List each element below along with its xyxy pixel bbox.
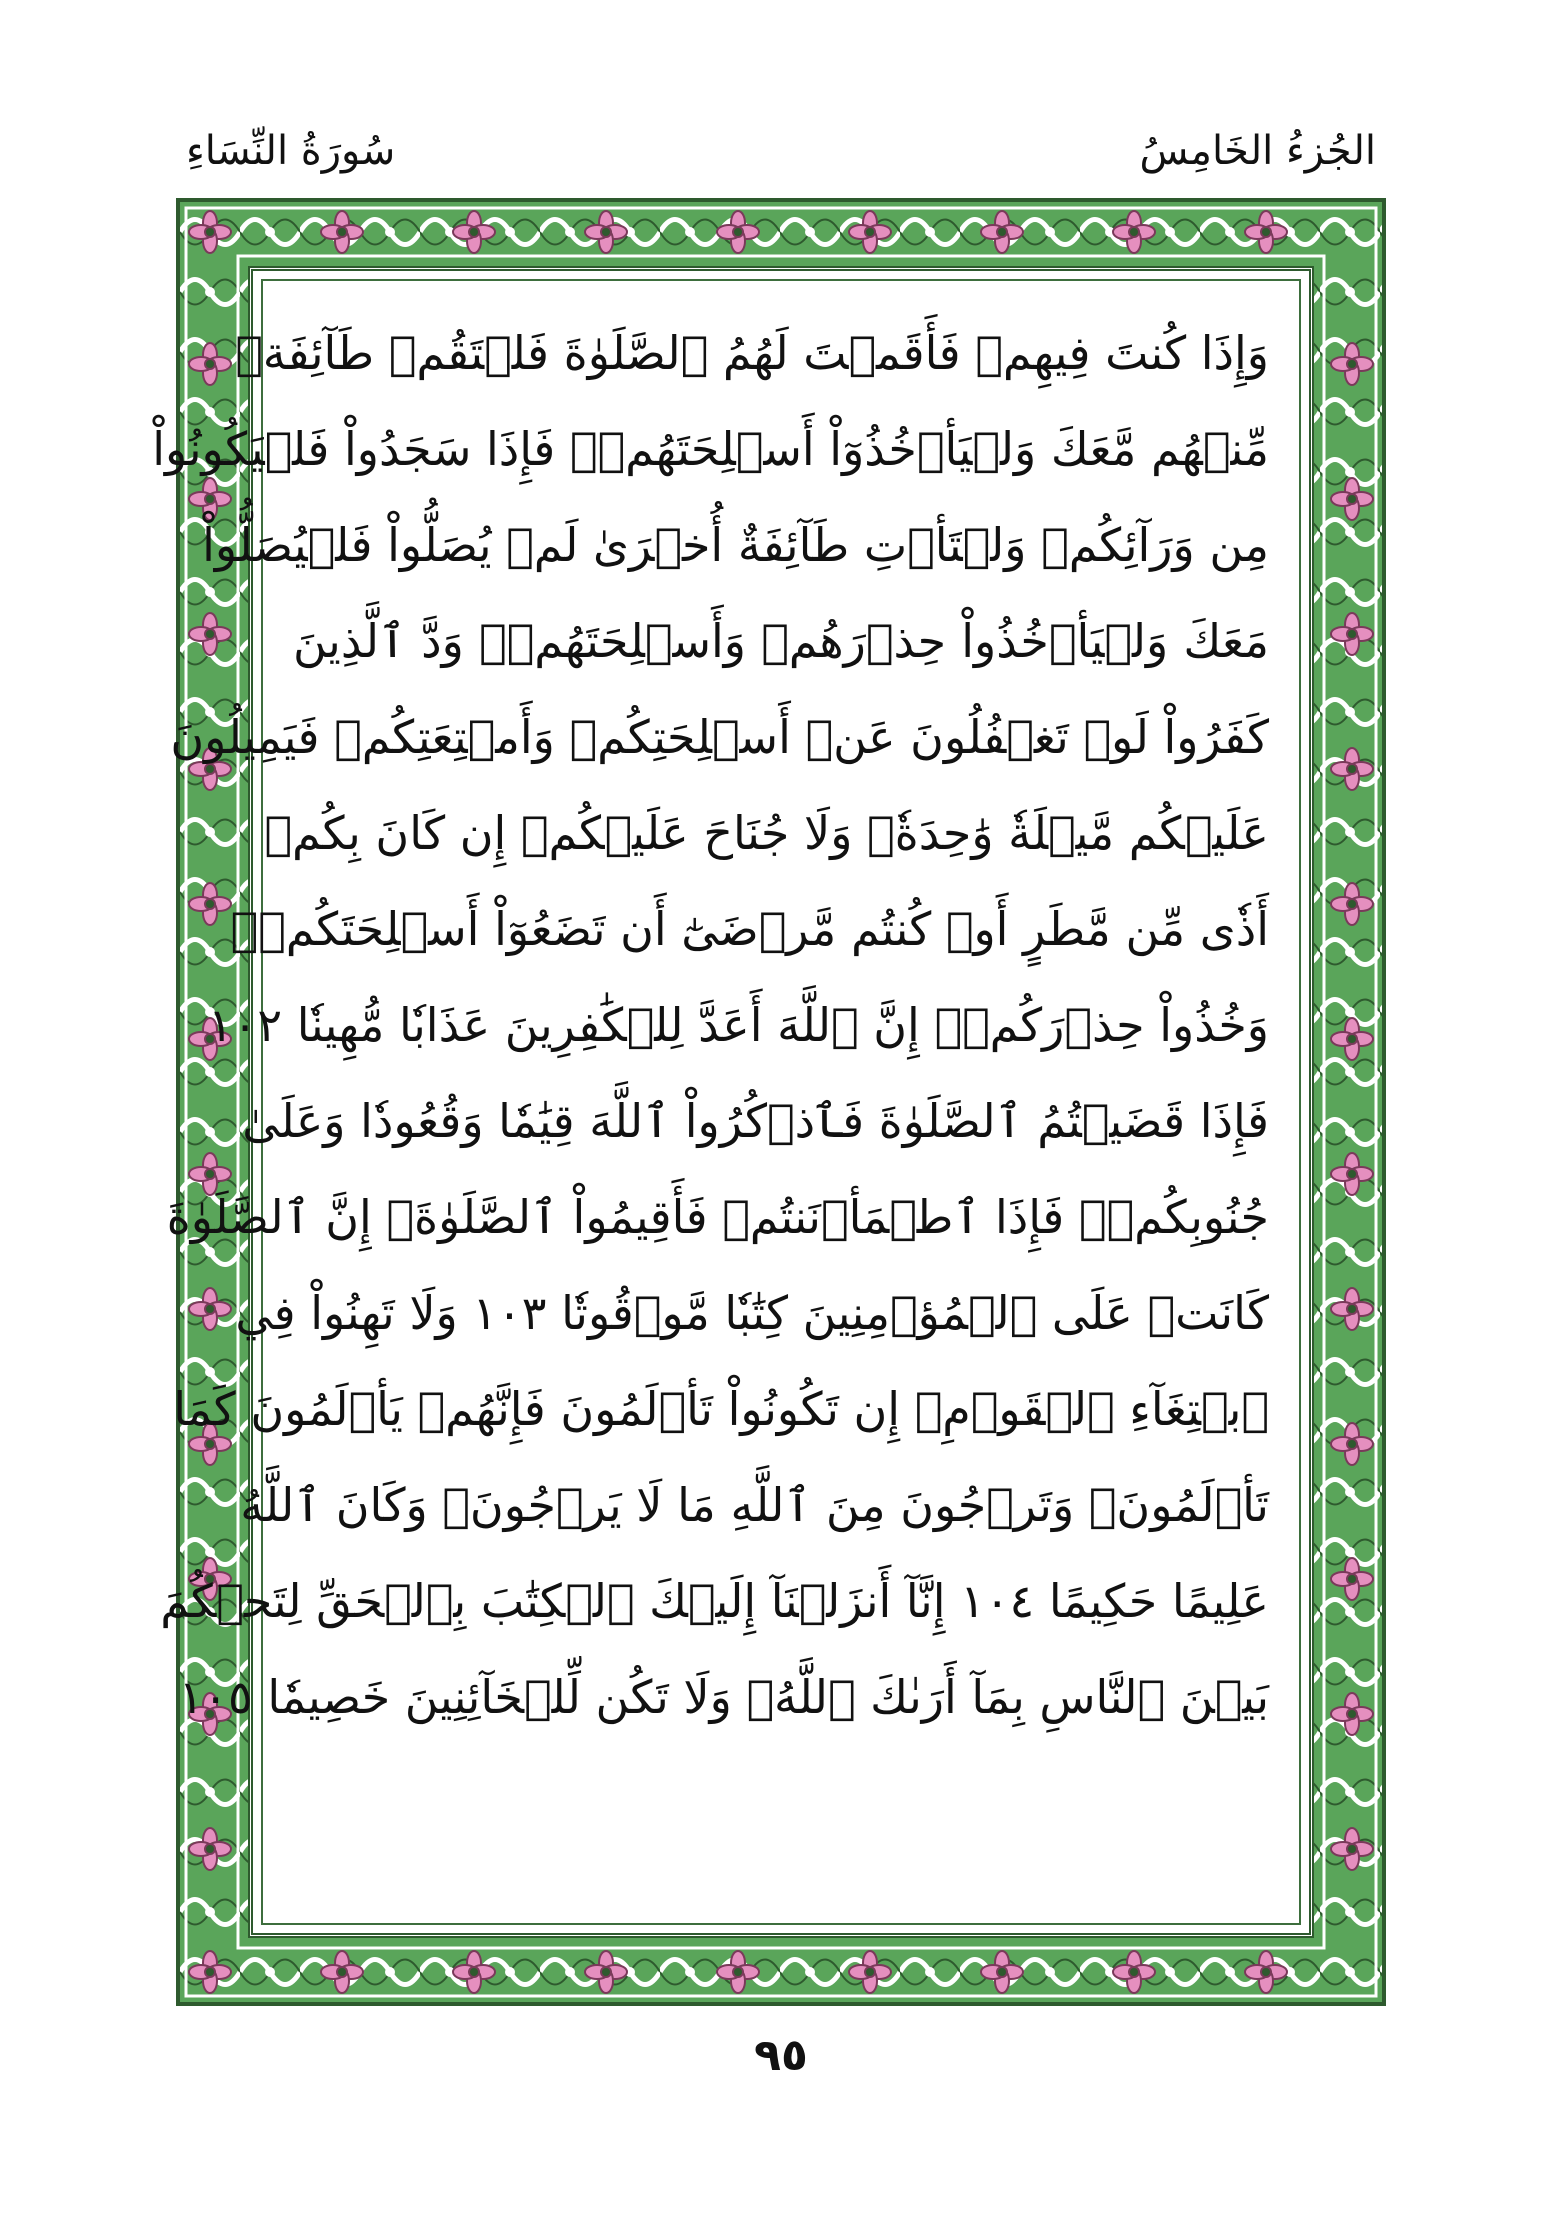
verse-line: أَذٗى مِّن مَّطَرٍ أَوۡ كُنتُم مَّرۡضَىٰٓ أَن تَضَعُوٓاْ أَسۡلِحَتَكُمۡۖ xyxy=(230,902,1269,956)
verse-line: عَلِيمًا حَكِيمًا ١٠٤ إِنَّآ أَنزَلۡنَآ إِلَيۡكَ ٱلۡكِتَٰبَ بِٱلۡحَقِّ لِتَحۡكُمَ xyxy=(160,1574,1269,1628)
verse-line: كَانَتۡ عَلَى ٱلۡمُؤۡمِنِينَ كِتَٰبٗا مَّوۡقُوتٗا ١٠٣ وَلَا تَهِنُواْ فِي xyxy=(235,1286,1269,1340)
verse-line: كَفَرُواْ لَوۡ تَغۡفُلُونَ عَنۡ أَسۡلِحَتِكُمۡ وَأَمۡتِعَتِكُمۡ فَيَمِيلُونَ xyxy=(170,710,1269,764)
verse-lines xyxy=(152,305,1269,1745)
verse-line: مِّنۡهُم مَّعَكَ وَلۡيَأۡخُذُوٓاْ أَسۡلِحَتَهُمۡۖ فَإِذَا سَجَدُواْ فَلۡيَكُونُواْ xyxy=(152,422,1269,476)
verse-line: جُنُوبِكُمۡۚ فَإِذَا ٱطۡمَأۡنَنتُمۡ فَأَقِيمُواْ ٱلصَّلَوٰةَۚ إِنَّ ٱلصَّلَوٰةَ xyxy=(166,1190,1269,1244)
verse-line: مَعَكَ وَلۡيَأۡخُذُواْ حِذۡرَهُمۡ وَأَسۡلِحَتَهُمۡۗ وَدَّ ٱلَّذِينَ xyxy=(293,614,1269,668)
surah-name: سُورَةُ النِّسَاءِ xyxy=(186,128,396,174)
verse-line: وَإِذَا كُنتَ فِيهِمۡ فَأَقَمۡتَ لَهُمُ ٱلصَّلَوٰةَ فَلۡتَقُمۡ طَآئِفَةٞ xyxy=(235,326,1269,380)
verse-line: تَأۡلَمُونَۖ وَتَرۡجُونَ مِنَ ٱللَّهِ مَا لَا يَرۡجُونَۗ وَكَانَ ٱللَّهُ xyxy=(240,1478,1269,1532)
verse-line: فَإِذَا قَضَيۡتُمُ ٱلصَّلَوٰةَ فَٱذۡكُرُواْ ٱللَّهَ قِيَٰمٗا وَقُعُودٗا وَعَلَىٰ xyxy=(242,1094,1269,1148)
verse-line: بَيۡنَ ٱلنَّاسِ بِمَآ أَرَىٰكَ ٱللَّهُۚ وَلَا تَكُن لِّلۡخَآئِنِينَ خَصِيمٗا ١٠٥ xyxy=(178,1670,1269,1724)
page-number: ٩٥ xyxy=(754,2030,808,2081)
verse-line: وَخُذُواْ حِذۡرَكُمۡۗ إِنَّ ٱللَّهَ أَعَدَّ لِلۡكَٰفِرِينَ عَذَابٗا مُّهِينٗا ١٠٢ xyxy=(208,998,1269,1052)
juz-name: الجُزءُ الخَامِسُ xyxy=(1139,128,1376,174)
verse-line: مِن وَرَآئِكُمۡ وَلۡتَأۡتِ طَآئِفَةٌ أُخۡرَىٰ لَمۡ يُصَلُّواْ فَلۡيُصَلُّواْ xyxy=(202,518,1269,572)
verse-line: ٱبۡتِغَآءِ ٱلۡقَوۡمِۖ إِن تَكُونُواْ تَأۡلَمُونَ فَإِنَّهُمۡ يَأۡلَمُونَ كَمَا xyxy=(173,1382,1269,1436)
ornamental-frame xyxy=(152,198,1386,2006)
verse-line: عَلَيۡكُم مَّيۡلَةٗ وَٰحِدَةٗۚ وَلَا جُنَاحَ عَلَيۡكُمۡ إِن كَانَ بِكُمۡ xyxy=(264,806,1269,860)
text-panel xyxy=(152,266,1314,1938)
